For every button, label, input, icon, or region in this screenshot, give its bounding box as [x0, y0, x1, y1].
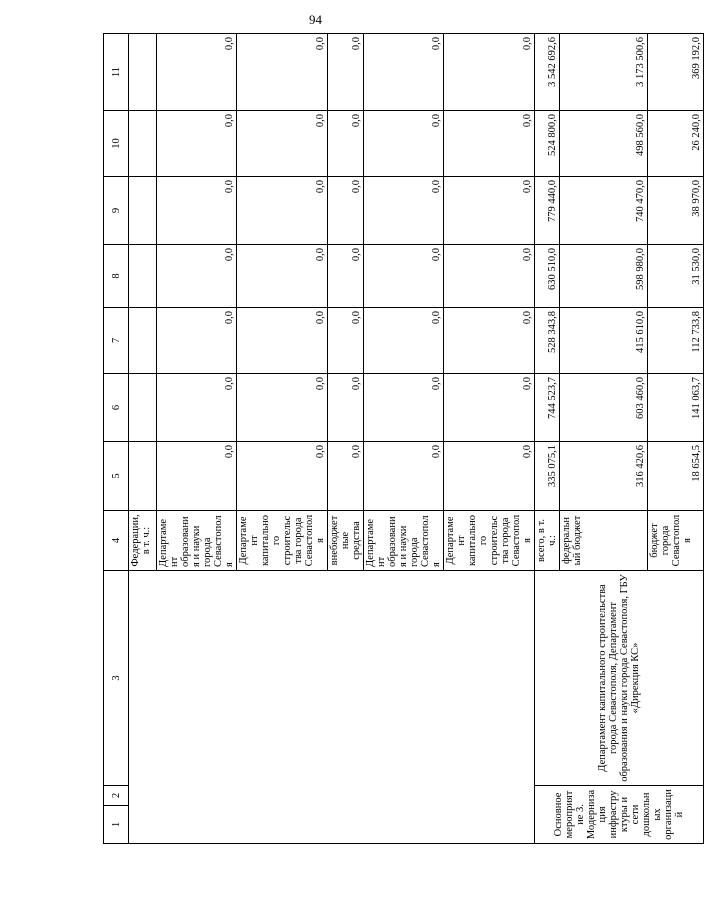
cell: 744 523,7 [535, 374, 560, 442]
cell: 141 063,7 [648, 374, 704, 442]
column-header: 5 [104, 442, 129, 511]
cell: 0,0 [364, 111, 444, 177]
cell: 0,0 [157, 442, 237, 511]
continued-blank-cell [129, 571, 535, 844]
cell: 0,0 [157, 111, 237, 177]
cell: 0,0 [444, 442, 535, 511]
cell: 603 460,0 [560, 374, 648, 442]
cell: 0,0 [237, 34, 328, 111]
row-label: Федерации, в т. ч.: [129, 511, 157, 571]
row-label: Департамент капитального строительства города Севастополя [444, 511, 535, 571]
cell: 0,0 [364, 374, 444, 442]
cell: 0,0 [364, 245, 444, 308]
cell: 31 530,0 [648, 245, 704, 308]
cell: 335 075,1 [535, 442, 560, 511]
cell: 38 970,0 [648, 177, 704, 245]
cell: 18 654,5 [648, 442, 704, 511]
row-label: Департамент образования и науки города Севастополя [157, 511, 237, 571]
column-header: 10 [104, 111, 129, 177]
cell: 0,0 [364, 177, 444, 245]
cell [129, 34, 157, 111]
header-row [104, 34, 129, 844]
cell: 0,0 [237, 177, 328, 245]
cell: 0,0 [237, 308, 328, 374]
column-header: 7 [104, 308, 129, 374]
cell: 0,0 [157, 374, 237, 442]
cell: 0,0 [237, 245, 328, 308]
cell: 0,0 [444, 245, 535, 308]
row-label: Департамент образования и науки города Севастополя [364, 511, 444, 571]
cell: 740 470,0 [560, 177, 648, 245]
cell: 112 733,8 [648, 308, 704, 374]
table-row [129, 34, 157, 844]
column-header: 4 [104, 511, 129, 571]
cell: 498 560,0 [560, 111, 648, 177]
cell [129, 442, 157, 511]
cell: 0,0 [237, 374, 328, 442]
row-label: Департамент капитального строительства города Севастополя [237, 511, 328, 571]
cell [129, 111, 157, 177]
cell: 369 192,0 [648, 34, 704, 111]
cell [129, 308, 157, 374]
cell: 415 610,0 [560, 308, 648, 374]
cell: 524 800,0 [535, 111, 560, 177]
rotated-table-wrapper [103, 34, 702, 844]
cell: 0,0 [364, 308, 444, 374]
budget-table [103, 33, 704, 844]
cell: 0,0 [444, 308, 535, 374]
cell: 0,0 [328, 111, 364, 177]
cell: 0,0 [328, 442, 364, 511]
row-label: бюджет города Севастополя [648, 511, 704, 571]
cell: 0,0 [364, 34, 444, 111]
cell: 3 542 692,6 [535, 34, 560, 111]
cell: 0,0 [237, 442, 328, 511]
cell: 0,0 [328, 374, 364, 442]
measure-name-cell: Основное мероприятие 3. Модернизация инфраструктуры и сети дошкольных организаций [535, 786, 704, 844]
cell: 0,0 [328, 34, 364, 111]
column-header: 6 [104, 374, 129, 442]
cell [129, 245, 157, 308]
column-header: 8 [104, 245, 129, 308]
cell [129, 177, 157, 245]
measure-executors-cell: Департамент капитального строительства города Севастополя, Департамент образования и науки города Севастополя, ГБУ «Дирекция КС» [535, 571, 704, 786]
cell: 0,0 [328, 308, 364, 374]
cell: 0,0 [444, 177, 535, 245]
row-label: федеральный бюджет [560, 511, 648, 571]
cell: 0,0 [444, 34, 535, 111]
cell: 598 980,0 [560, 245, 648, 308]
row-label: внебюджетные средства [328, 511, 364, 571]
cell: 3 173 500,6 [560, 34, 648, 111]
cell: 0,0 [157, 245, 237, 308]
cell: 316 420,6 [560, 442, 648, 511]
cell: 0,0 [237, 111, 328, 177]
cell: 0,0 [328, 245, 364, 308]
cell: 0,0 [328, 177, 364, 245]
column-header: 11 [104, 34, 129, 111]
cell: 0,0 [444, 374, 535, 442]
column-header: 2 [104, 786, 129, 806]
cell: 26 240,0 [648, 111, 704, 177]
cell: 0,0 [157, 308, 237, 374]
cell: 0,0 [364, 442, 444, 511]
page-number: 94 [309, 12, 322, 27]
cell: 779 440,0 [535, 177, 560, 245]
cell: 0,0 [157, 34, 237, 111]
cell: 0,0 [444, 111, 535, 177]
column-header: 1 [104, 806, 129, 844]
column-header: 9 [104, 177, 129, 245]
row-label: всего, в т. ч.: [535, 511, 560, 571]
cell: 630 510,0 [535, 245, 560, 308]
cell: 528 343,8 [535, 308, 560, 374]
cell: 0,0 [157, 177, 237, 245]
table-row [535, 34, 560, 844]
column-header: 3 [104, 571, 129, 786]
cell [129, 374, 157, 442]
